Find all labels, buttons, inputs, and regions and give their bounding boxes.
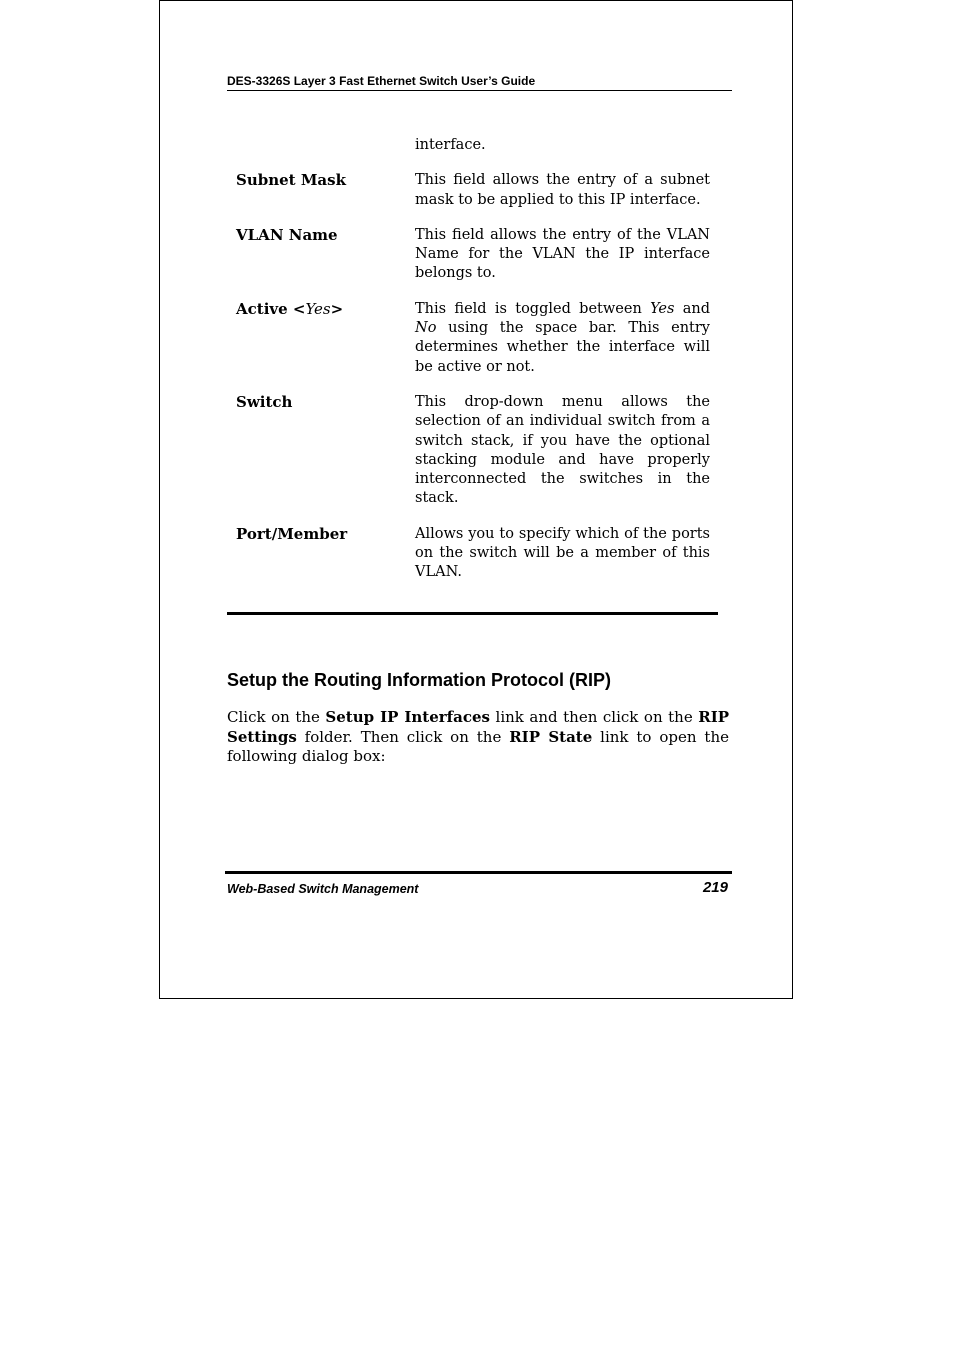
term-prefix: Active < (236, 299, 306, 318)
footer-title: Web-Based Switch Management (227, 882, 419, 896)
desc-no: No (415, 320, 437, 337)
section-heading: Setup the Routing Information Protocol (RIP) (227, 670, 611, 690)
definition-desc (415, 300, 710, 377)
definition-table (227, 136, 718, 583)
para-text: link and then click on the (489, 708, 699, 726)
definition-term: VLAN Name (236, 225, 338, 244)
definition-row-vlan-name (227, 226, 718, 284)
definition-desc: interface. (415, 137, 486, 153)
para-bold-setup-ip-interfaces: Setup IP Interfaces (325, 708, 490, 726)
definition-term (236, 300, 343, 319)
definition-row-active (227, 300, 718, 377)
desc-yes: Yes (650, 300, 675, 317)
footer-rule (225, 871, 732, 874)
para-bold-rip-state: RIP State (509, 727, 593, 746)
definition-term: Port/Member (236, 524, 348, 543)
desc-text: using the space bar. This entry determines whether the interface will be active or not. (415, 320, 710, 375)
term-suffix: > (330, 299, 344, 318)
definition-row-continuation (227, 136, 718, 155)
definition-row-subnet-mask (227, 171, 718, 210)
definition-row-port-member (227, 525, 718, 583)
desc-text: and (674, 300, 711, 317)
desc-text: This field is toggled between (415, 300, 651, 317)
term-italic: Yes (305, 299, 331, 318)
para-text: folder. Then click on the (296, 727, 510, 746)
definition-desc: This field allows the entry of a subnet mask to be applied to this IP interface. (415, 172, 710, 208)
para-text: link to open the following dialog box: (227, 727, 729, 765)
definition-row-switch (227, 393, 718, 509)
definition-desc: This drop-down menu allows the selection of an individual switch from a switch stack, if you have the optional stacking module and have properly interconnected the switches in the stack. (415, 393, 710, 507)
definition-desc: This field allows the entry of the VLAN Name for the VLAN the IP interface belongs to. (415, 226, 710, 282)
definition-desc: Allows you to specify which of the ports on the switch will be a member of this VLAN. (415, 525, 710, 581)
body-paragraph (227, 708, 729, 767)
para-text: Click on the (227, 708, 326, 726)
definition-term: Subnet Mask (236, 171, 346, 190)
page-number: 219 (702, 879, 728, 896)
para-bold-rip-settings: RIP Settings (227, 708, 729, 746)
table-bottom-rule (227, 612, 718, 615)
running-header: DES-3326S Layer 3 Fast Ethernet Switch User’s Guide (227, 74, 732, 91)
definition-term: Switch (236, 392, 293, 411)
